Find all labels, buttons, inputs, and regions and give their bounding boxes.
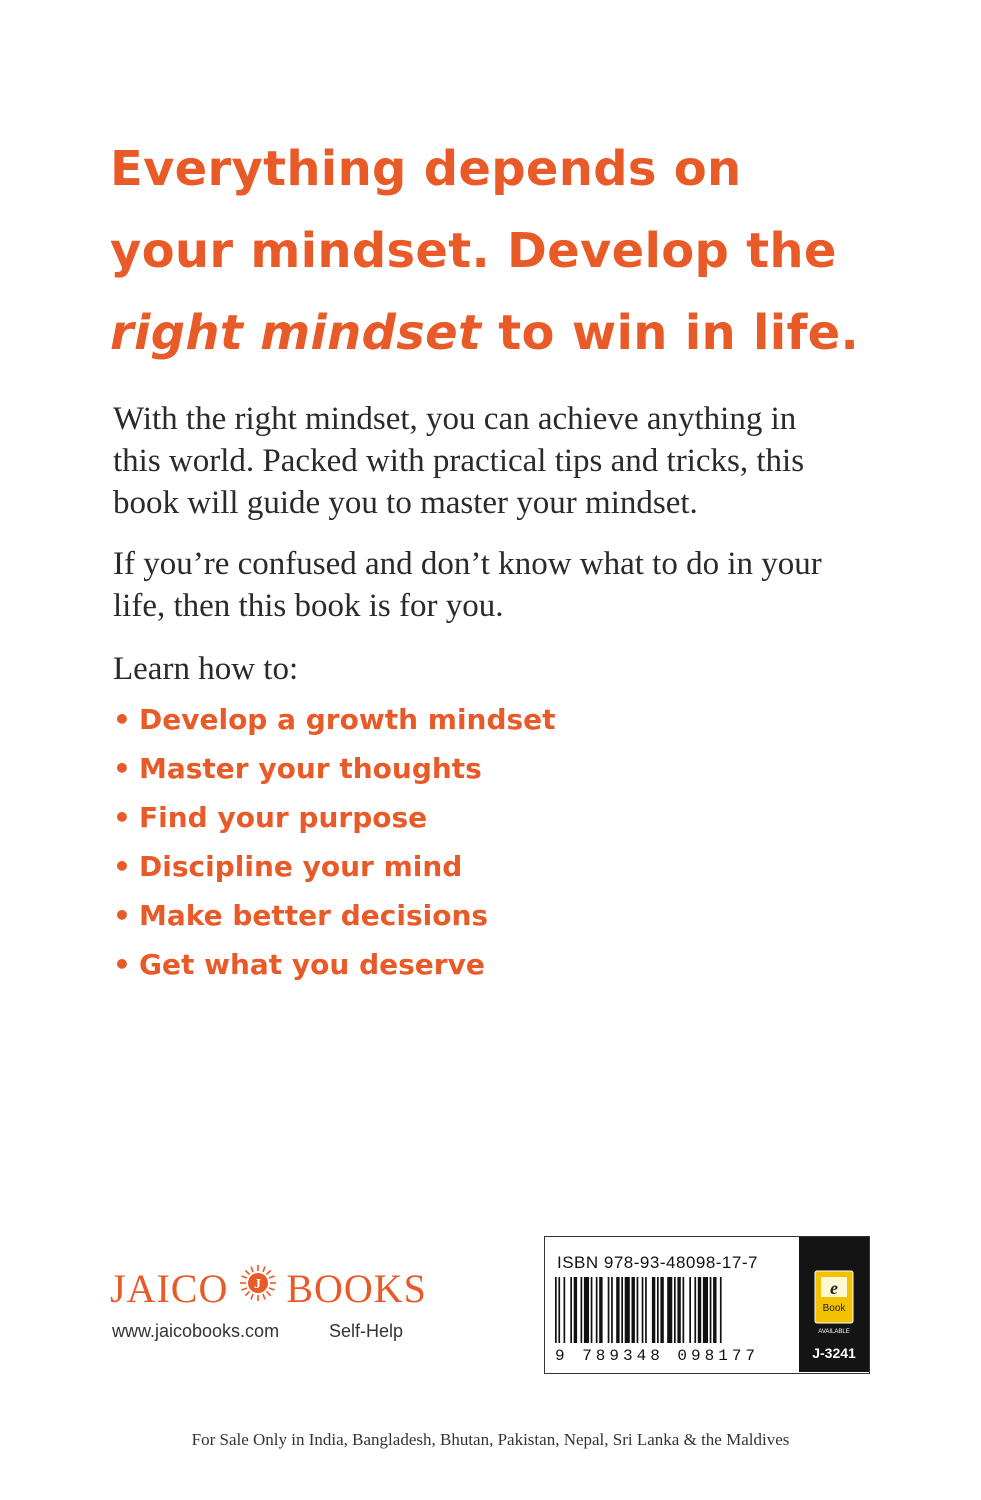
bullet-icon: • [113,948,131,981]
list-item [113,700,556,749]
publisher-logo [110,1263,427,1313]
barcode-digits: 9 789348 098177 [555,1347,760,1365]
publisher-name-right: BOOKS [286,1265,427,1311]
description-paragraph-1 [113,398,873,524]
headline-line-3 [110,292,910,374]
catalog-code: J-3241 [812,1345,856,1361]
list-item-text: Discipline your mind [139,850,463,883]
bullet-icon: • [113,752,131,785]
publisher-name-left: JAICO [110,1265,229,1311]
learn-intro: Learn how to: [113,651,299,687]
paragraph-1-line: book will guide you to master your mindset. [113,485,698,521]
description-paragraph-2 [113,543,873,627]
headline-line-3-rest: to win in life. [481,305,860,361]
bullet-icon: • [113,703,131,736]
paragraph-2-line: life, then this book is for you. [113,588,504,624]
book-category: Self-Help [329,1321,404,1341]
list-item-text: Make better decisions [139,899,489,932]
list-item-text: Master your thoughts [139,752,482,785]
ebook-available-icon [813,1269,855,1339]
list-item [113,749,556,798]
headline-line-2: your mindset. Develop the [110,223,837,279]
bullet-icon: • [113,850,131,883]
publisher-website: www.jaicobooks.com [112,1321,280,1341]
isbn-barcode-box [544,1236,870,1374]
headline-emphasis: right mindset [110,305,482,361]
headline [110,128,910,374]
isbn-label: ISBN 978-93-48098-17-7 [557,1253,758,1272]
barcode-icon [549,1277,795,1347]
sun-logo-icon [238,1263,278,1313]
ebook-available: AVAILABLE [818,1329,850,1335]
list-item [113,847,556,896]
list-item [113,798,556,847]
paragraph-1-line: this world. Packed with practical tips and tricks, this [113,443,805,479]
sales-territory-note: For Sale Only in India, Bangladesh, Bhutan, Pakistan, Nepal, Sri Lanka & the Maldives [191,1430,790,1449]
list-item [113,945,556,994]
ebook-word: Book [822,1303,846,1314]
paragraph-1-line: With the right mindset, you can achieve anything in [113,401,797,437]
list-item-text: Find your purpose [139,801,428,834]
list-item-text: Get what you deserve [139,948,485,981]
list-item-text: Develop a growth mindset [139,703,556,736]
catalog-panel [799,1237,869,1372]
headline-line-1: Everything depends on [110,141,742,197]
benefits-list [113,700,556,994]
ebook-letter: e [830,1278,838,1298]
bullet-icon: • [113,801,131,834]
paragraph-2-line: If you’re confused and don’t know what to do in your [113,546,822,582]
bullet-icon: • [113,899,131,932]
logo-letter: J [254,1277,263,1292]
list-item [113,896,556,945]
